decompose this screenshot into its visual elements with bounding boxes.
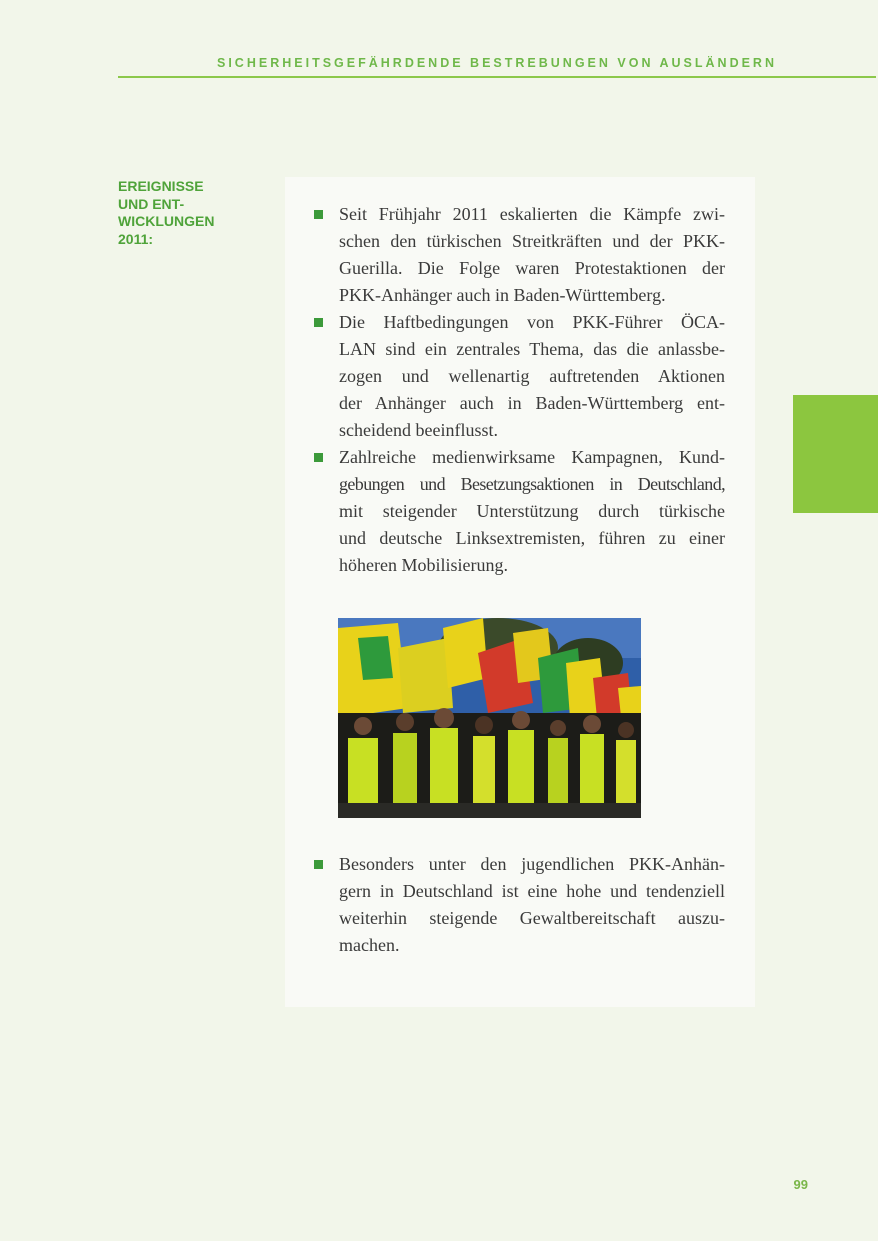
bullet-line: PKK-Anhänger auch in Baden-Württemberg. xyxy=(339,285,666,305)
bullet-line: scheidend beeinflusst. xyxy=(339,420,498,440)
bullet-line: zogen und wellenartig auftretenden Aktionen xyxy=(339,366,725,386)
side-label-line: WICKLUNGEN xyxy=(118,213,215,229)
side-label-line: UND ENT- xyxy=(118,195,185,212)
bullet-line: machen. xyxy=(339,935,400,955)
bullet-line: der Anhänger auch in Baden-Württemberg ent- xyxy=(339,393,725,413)
section-side-label xyxy=(118,178,268,248)
bullet-square-icon xyxy=(314,453,323,462)
bullet-item xyxy=(339,201,725,309)
bullet-line: gebungen und Besetzungsaktionen in Deutschland, xyxy=(339,474,725,494)
chapter-tab xyxy=(793,395,878,513)
bullet-line: Seit Frühjahr 2011 eskalierten die Kämpfe zwi- xyxy=(339,204,725,224)
bullet-item xyxy=(339,851,725,959)
side-label-line: EREIGNISSE xyxy=(118,178,204,194)
bullet-item xyxy=(339,309,725,444)
content-box xyxy=(285,177,755,1007)
bullet-item xyxy=(339,444,725,579)
bullet-line: LAN sind ein zentrales Thema, das die anlassbe- xyxy=(339,339,725,359)
bullet-line: gern in Deutschland ist eine hohe und tendenziell xyxy=(339,881,725,901)
bullet-line: Guerilla. Die Folge waren Protestaktionen der xyxy=(339,258,725,278)
protest-photo xyxy=(338,618,641,818)
bullet-list xyxy=(285,201,755,579)
header-rule xyxy=(118,76,876,78)
bullet-square-icon xyxy=(314,860,323,869)
bullet-line: Die Haftbedingungen von PKK-Führer ÖCA- xyxy=(339,312,725,332)
bullet-line: mit steigender Unterstützung durch türkische xyxy=(339,501,725,521)
bullet-line: Besonders unter den jugendlichen PKK-Anhän- xyxy=(339,854,725,874)
bullet-list xyxy=(285,851,755,959)
bullet-line: schen den türkischen Streitkräften und der PKK- xyxy=(339,231,725,251)
bullet-line: höheren Mobilisierung. xyxy=(339,555,508,575)
bullet-square-icon xyxy=(314,318,323,327)
side-label-line: 2011: xyxy=(118,230,154,247)
bullet-square-icon xyxy=(314,210,323,219)
running-header: SICHERHEITSGEFÄHRDENDE BESTREBUNGEN VON AUSLÄNDERN xyxy=(217,56,777,70)
page-number: 99 xyxy=(793,1177,808,1192)
bullet-line: Zahlreiche medienwirksame Kampagnen, Kund- xyxy=(339,447,725,467)
bullet-line: und deutsche Linksextremisten, führen zu einer xyxy=(339,528,725,548)
bullet-line: weiterhin steigende Gewaltbereitschaft auszu- xyxy=(339,908,725,928)
